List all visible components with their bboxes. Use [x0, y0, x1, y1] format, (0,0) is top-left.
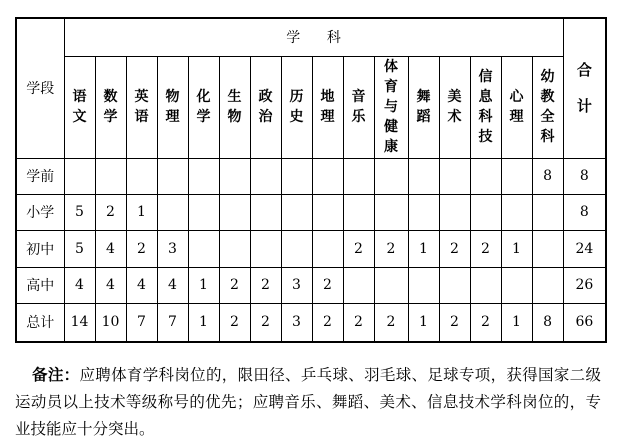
cell-value: 4 — [126, 267, 157, 303]
cell-value: 3 — [281, 267, 312, 303]
col-header-history: 历史 — [281, 56, 312, 158]
cell-value: 2 — [470, 230, 501, 267]
cell-value — [374, 158, 408, 194]
cell-value: 2 — [374, 303, 408, 342]
cell-value: 2 — [250, 267, 281, 303]
cell-value — [408, 158, 439, 194]
cell-value — [470, 158, 501, 194]
stage-label: 高中 — [16, 267, 64, 303]
cell-value: 5 — [64, 194, 95, 230]
table-row-grand-total — [16, 303, 606, 342]
col-header-music: 音乐 — [343, 56, 374, 158]
cell-value — [219, 158, 250, 194]
cell-value — [532, 267, 563, 303]
cell-value — [439, 194, 470, 230]
cell-value — [312, 230, 343, 267]
cell-value — [501, 158, 532, 194]
cell-value — [188, 194, 219, 230]
cell-value — [374, 194, 408, 230]
cell-value — [408, 194, 439, 230]
cell-value — [312, 194, 343, 230]
cell-value — [188, 158, 219, 194]
footnote — [15, 362, 601, 443]
cell-value — [439, 267, 470, 303]
cell-value — [250, 194, 281, 230]
cell-value: 1 — [188, 303, 219, 342]
cell-value — [343, 158, 374, 194]
cell-value: 2 — [126, 230, 157, 267]
col-header-preschool-general: 幼教全科 — [532, 56, 563, 158]
col-header-english: 英语 — [126, 56, 157, 158]
row-total: 8 — [563, 194, 606, 230]
cell-value — [343, 267, 374, 303]
footnote-label: 备注： — [32, 365, 80, 384]
stage-header: 学段 — [16, 18, 64, 158]
cell-value: 4 — [64, 267, 95, 303]
cell-value: 2 — [374, 230, 408, 267]
cell-value — [250, 230, 281, 267]
stage-label: 初中 — [16, 230, 64, 267]
subject-group-label: 学科 — [286, 30, 368, 47]
cell-value: 10 — [95, 303, 126, 342]
cell-value — [157, 194, 188, 230]
cell-value: 2 — [95, 194, 126, 230]
cell-value — [188, 230, 219, 267]
cell-value: 8 — [532, 303, 563, 342]
cell-value: 2 — [312, 267, 343, 303]
cell-value: 1 — [501, 230, 532, 267]
cell-value — [532, 194, 563, 230]
cell-value: 7 — [157, 303, 188, 342]
cell-value: 4 — [95, 267, 126, 303]
cell-value — [408, 267, 439, 303]
stage-label: 小学 — [16, 194, 64, 230]
cell-value: 5 — [64, 230, 95, 267]
cell-value: 4 — [95, 230, 126, 267]
cell-value: 2 — [250, 303, 281, 342]
cell-value — [281, 194, 312, 230]
cell-value: 2 — [470, 303, 501, 342]
col-header-pe-health: 体育与健康 — [374, 56, 408, 158]
col-header-info-tech: 信息科技 — [470, 56, 501, 158]
cell-value — [470, 267, 501, 303]
col-header-biology: 生物 — [219, 56, 250, 158]
recruitment-quota-table — [15, 17, 607, 343]
table-row-junior — [16, 230, 606, 267]
cell-value: 1 — [188, 267, 219, 303]
cell-value: 14 — [64, 303, 95, 342]
row-total: 66 — [563, 303, 606, 342]
row-total: 24 — [563, 230, 606, 267]
cell-value: 3 — [281, 303, 312, 342]
cell-value — [501, 267, 532, 303]
table-row-senior — [16, 267, 606, 303]
col-header-politics: 政治 — [250, 56, 281, 158]
col-header-dance: 舞蹈 — [408, 56, 439, 158]
col-header-math: 数学 — [95, 56, 126, 158]
cell-value: 2 — [343, 303, 374, 342]
col-header-chemistry: 化学 — [188, 56, 219, 158]
footnote-text: 应聘体育学科岗位的，限田径、乒乓球、羽毛球、足球专项，获得国家二级运动员以上技术等级称号的优先；应聘音乐、舞蹈、美术、信息技术学科岗位的，专业技能应十分突出。 — [15, 365, 601, 438]
subject-group-header — [64, 18, 563, 56]
cell-value: 1 — [126, 194, 157, 230]
total-header-label: 合计 — [576, 60, 592, 116]
cell-value: 2 — [439, 230, 470, 267]
cell-value — [157, 158, 188, 194]
cell-value — [374, 267, 408, 303]
cell-value — [312, 158, 343, 194]
cell-value: 2 — [343, 230, 374, 267]
row-total: 26 — [563, 267, 606, 303]
cell-value — [281, 230, 312, 267]
table-row-preschool — [16, 158, 606, 194]
col-header-geography: 地理 — [312, 56, 343, 158]
cell-value: 1 — [501, 303, 532, 342]
col-header-physics: 物理 — [157, 56, 188, 158]
cell-value — [281, 158, 312, 194]
cell-value — [343, 194, 374, 230]
cell-value: 2 — [439, 303, 470, 342]
stage-label: 学前 — [16, 158, 64, 194]
row-total: 8 — [563, 158, 606, 194]
cell-value — [64, 158, 95, 194]
cell-value: 2 — [219, 267, 250, 303]
cell-value: 1 — [408, 230, 439, 267]
cell-value: 2 — [219, 303, 250, 342]
cell-value — [219, 194, 250, 230]
cell-value: 8 — [532, 158, 563, 194]
cell-value — [250, 158, 281, 194]
cell-value: 4 — [157, 267, 188, 303]
cell-value: 3 — [157, 230, 188, 267]
cell-value — [470, 194, 501, 230]
cell-value — [126, 158, 157, 194]
cell-value — [439, 158, 470, 194]
cell-value: 2 — [312, 303, 343, 342]
col-header-art: 美术 — [439, 56, 470, 158]
cell-value — [501, 194, 532, 230]
cell-value — [532, 230, 563, 267]
table-row-primary — [16, 194, 606, 230]
cell-value — [219, 230, 250, 267]
cell-value: 7 — [126, 303, 157, 342]
total-header — [563, 18, 606, 158]
cell-value: 1 — [408, 303, 439, 342]
cell-value — [95, 158, 126, 194]
col-header-chinese: 语文 — [64, 56, 95, 158]
col-header-psychology: 心理 — [501, 56, 532, 158]
stage-label: 总计 — [16, 303, 64, 342]
